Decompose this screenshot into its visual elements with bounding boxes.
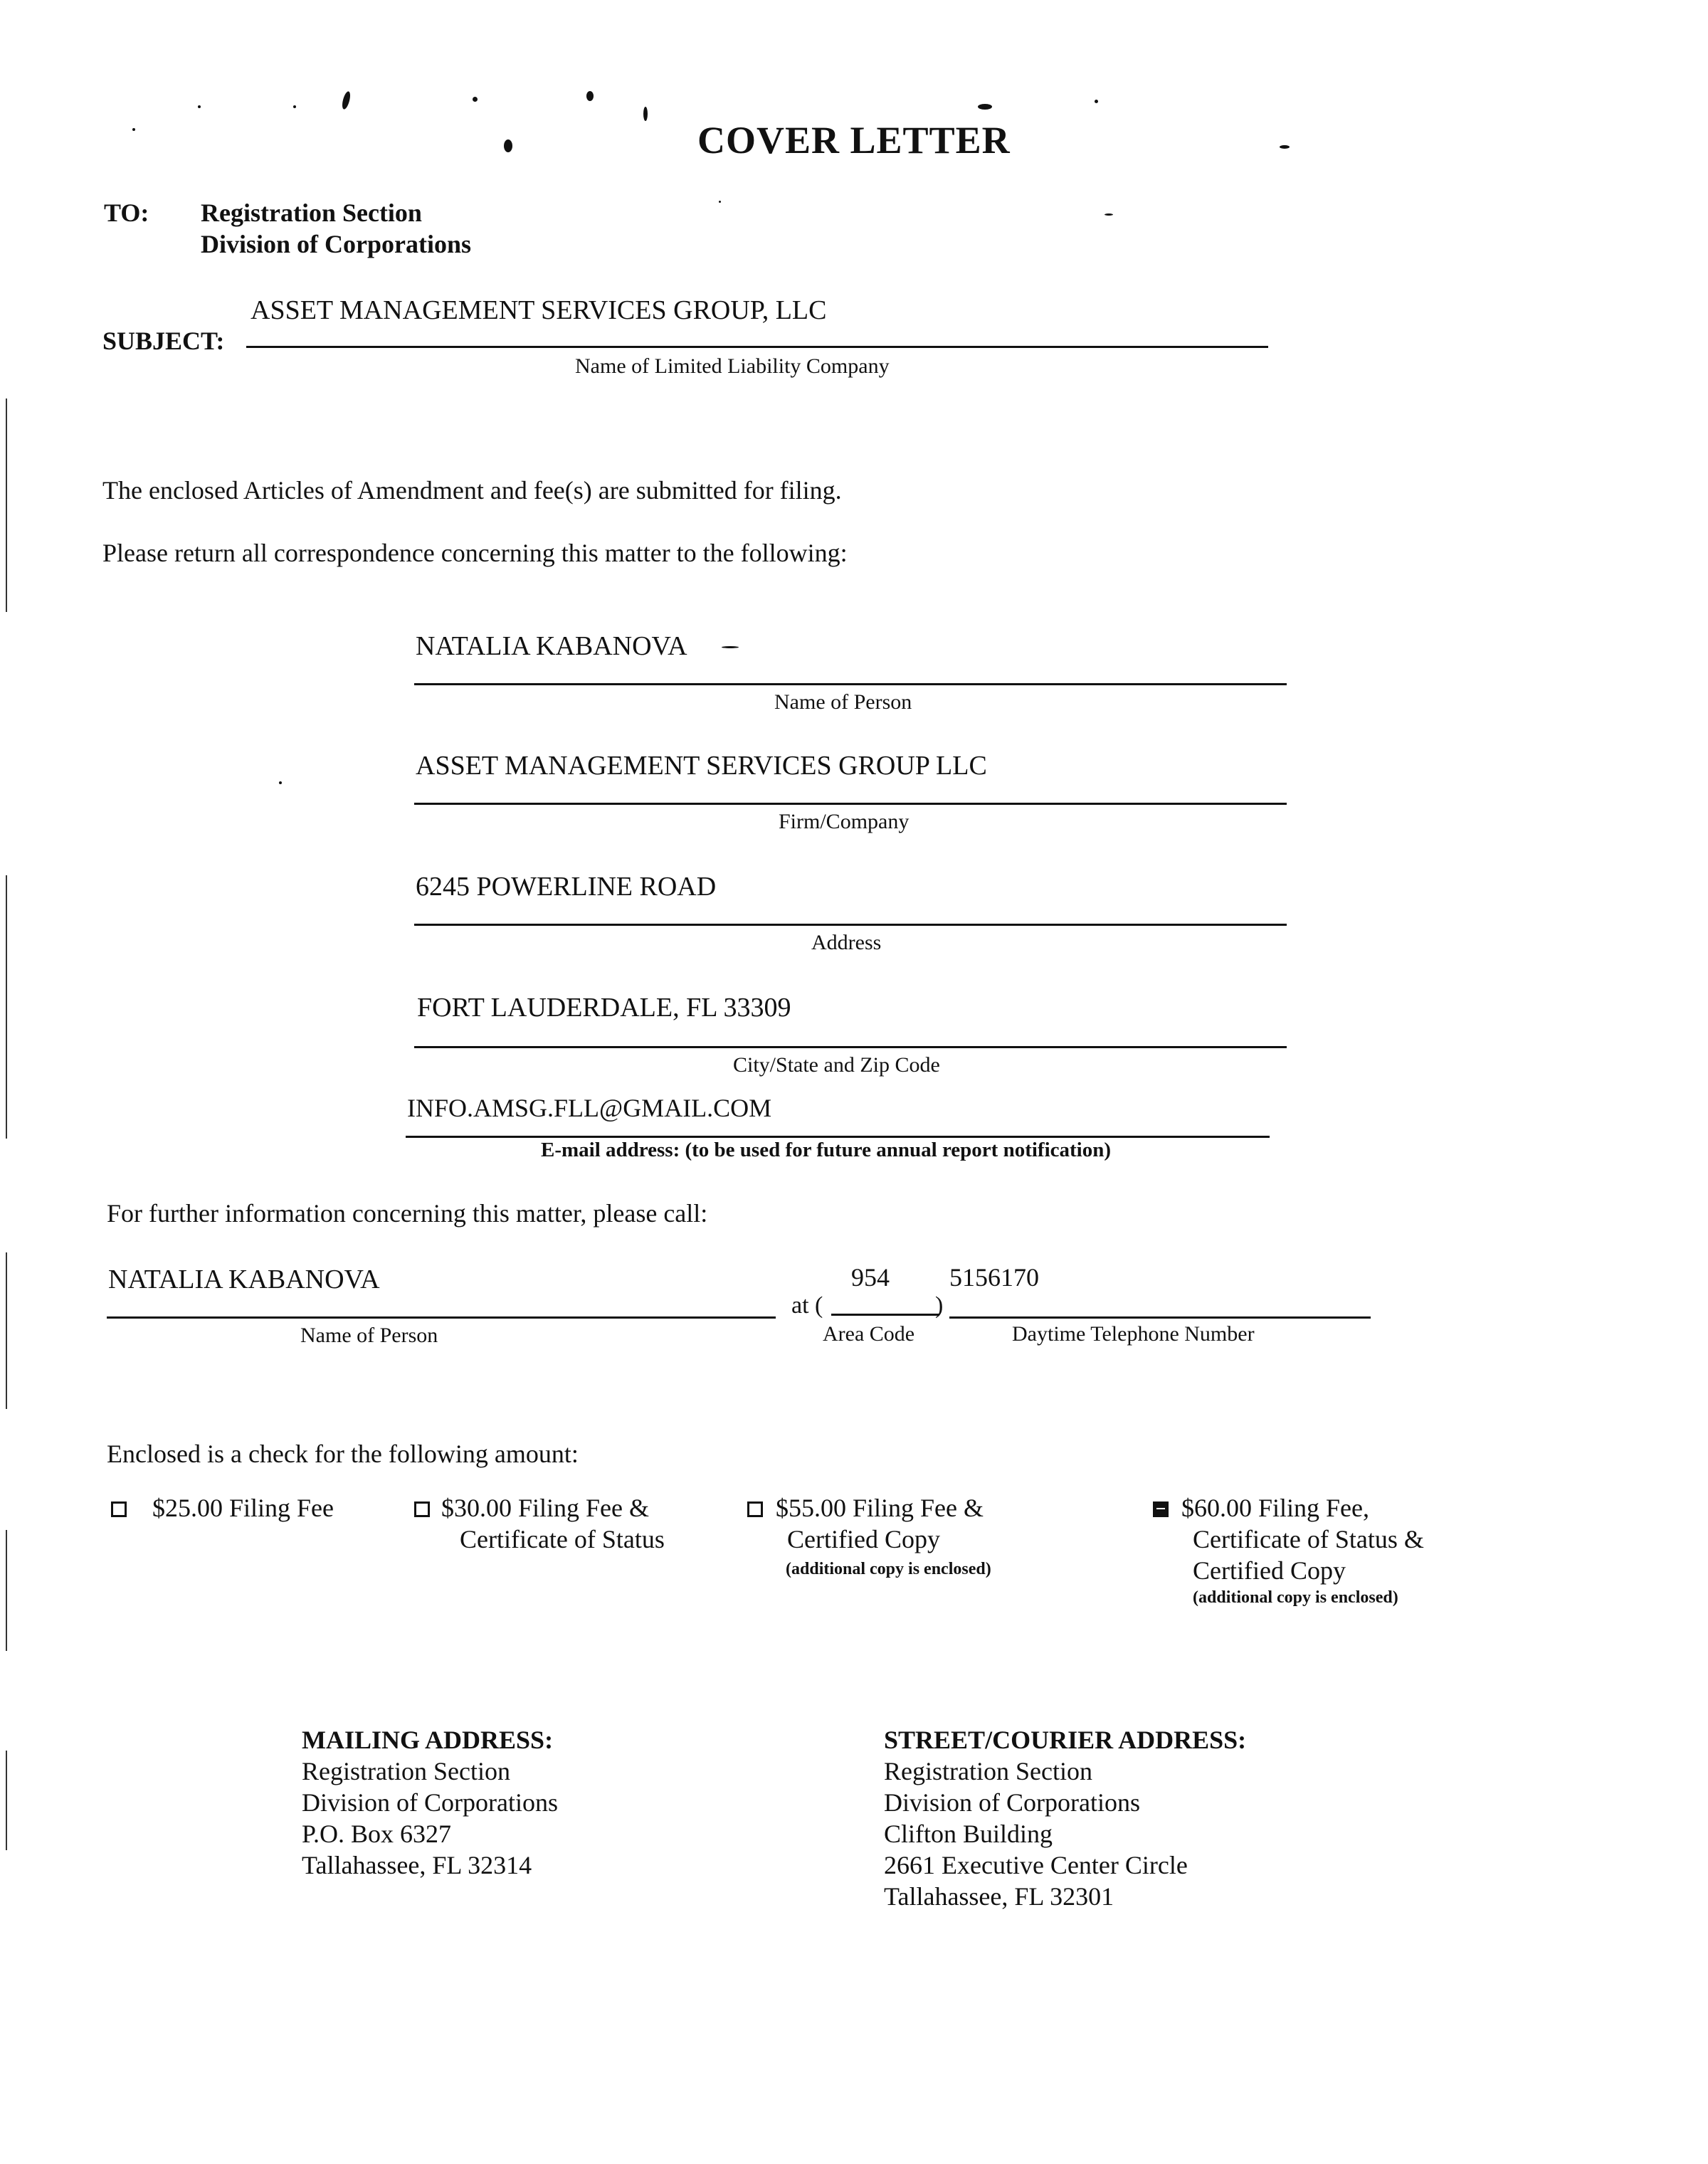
subject-underline: [246, 346, 1268, 348]
return-address-underline: [414, 924, 1287, 926]
checkbox-fee-25[interactable]: [111, 1501, 127, 1517]
fee-30-label-2: Certificate of Status: [460, 1525, 665, 1553]
fee-55-note: (additional copy is enclosed): [786, 1560, 991, 1578]
return-city-caption: City/State and Zip Code: [733, 1053, 940, 1077]
return-person-value: NATALIA KABANOVA: [416, 631, 687, 661]
street-line-2: Division of Corporations: [884, 1788, 1140, 1817]
phone-underline: [949, 1316, 1371, 1319]
return-email-caption: E-mail address: (to be used for future annual report notification): [541, 1139, 1111, 1161]
return-text: Please return all correspondence concerning this matter to the following:: [102, 539, 848, 567]
phone-caption: Daytime Telephone Number: [1012, 1322, 1255, 1346]
return-firm-caption: Firm/Company: [779, 810, 910, 833]
street-line-4: 2661 Executive Center Circle: [884, 1851, 1188, 1879]
subject-value: ASSET MANAGEMENT SERVICES GROUP, LLC: [251, 295, 827, 325]
mailing-line-1: Registration Section: [302, 1757, 510, 1785]
fee-60-label-2: Certificate of Status &: [1193, 1525, 1424, 1553]
return-person-underline: [414, 683, 1287, 685]
fee-55-label-1: $55.00 Filing Fee &: [776, 1494, 984, 1522]
phone-value: 5156170: [949, 1263, 1039, 1292]
page-title: COVER LETTER: [697, 119, 1011, 162]
return-address-caption: Address: [811, 931, 882, 954]
return-city-underline: [414, 1046, 1287, 1048]
mailing-heading: MAILING ADDRESS:: [302, 1726, 554, 1754]
return-city-value: FORT LAUDERDALE, FL 33309: [417, 993, 791, 1023]
contact-intro: For further information concerning this matter, please call:: [107, 1199, 708, 1228]
to-line-1: Registration Section: [201, 199, 422, 227]
fee-60-note: (additional copy is enclosed): [1193, 1588, 1398, 1607]
contact-name-underline: [107, 1316, 776, 1319]
subject-label: SUBJECT:: [102, 327, 225, 355]
fee-30-label-1: $30.00 Filing Fee &: [441, 1494, 650, 1522]
mailing-line-4: Tallahassee, FL 32314: [302, 1851, 532, 1879]
mailing-line-2: Division of Corporations: [302, 1788, 558, 1817]
check-intro: Enclosed is a check for the following amount:: [107, 1440, 579, 1468]
fee-25-label: $25.00 Filing Fee: [152, 1494, 334, 1522]
contact-at-label: at (: [791, 1292, 823, 1319]
return-email-value: INFO.AMSG.FLL@GMAIL.COM: [407, 1094, 772, 1122]
return-address-value: 6245 POWERLINE ROAD: [416, 872, 717, 902]
to-line-2: Division of Corporations: [201, 230, 472, 258]
fee-60-label-3: Certified Copy: [1193, 1556, 1346, 1585]
checkbox-fee-60[interactable]: [1153, 1501, 1169, 1517]
subject-caption: Name of Limited Liability Company: [575, 354, 890, 378]
street-line-1: Registration Section: [884, 1757, 1092, 1785]
checkbox-fee-30[interactable]: [414, 1501, 430, 1517]
area-code-value: 954: [851, 1263, 890, 1292]
return-firm-value: ASSET MANAGEMENT SERVICES GROUP LLC: [416, 751, 987, 781]
contact-name-value: NATALIA KABANOVA: [108, 1265, 380, 1294]
return-email-underline: [406, 1136, 1270, 1138]
area-code-close-paren: ): [935, 1292, 944, 1319]
return-firm-underline: [414, 803, 1287, 805]
return-person-caption: Name of Person: [774, 690, 912, 714]
to-label: TO:: [104, 199, 149, 227]
street-line-3: Clifton Building: [884, 1820, 1053, 1848]
enclosed-text: The enclosed Articles of Amendment and fee(s) are submitted for filing.: [102, 476, 842, 505]
area-code-caption: Area Code: [823, 1322, 915, 1346]
contact-name-caption: Name of Person: [300, 1324, 438, 1347]
checkbox-fee-55[interactable]: [747, 1501, 763, 1517]
fee-60-label-1: $60.00 Filing Fee,: [1181, 1494, 1370, 1522]
mailing-line-3: P.O. Box 6327: [302, 1820, 452, 1848]
area-code-underline: [831, 1314, 939, 1316]
street-line-5: Tallahassee, FL 32301: [884, 1882, 1114, 1911]
street-heading: STREET/COURIER ADDRESS:: [884, 1726, 1247, 1754]
fee-55-label-2: Certified Copy: [787, 1525, 940, 1553]
